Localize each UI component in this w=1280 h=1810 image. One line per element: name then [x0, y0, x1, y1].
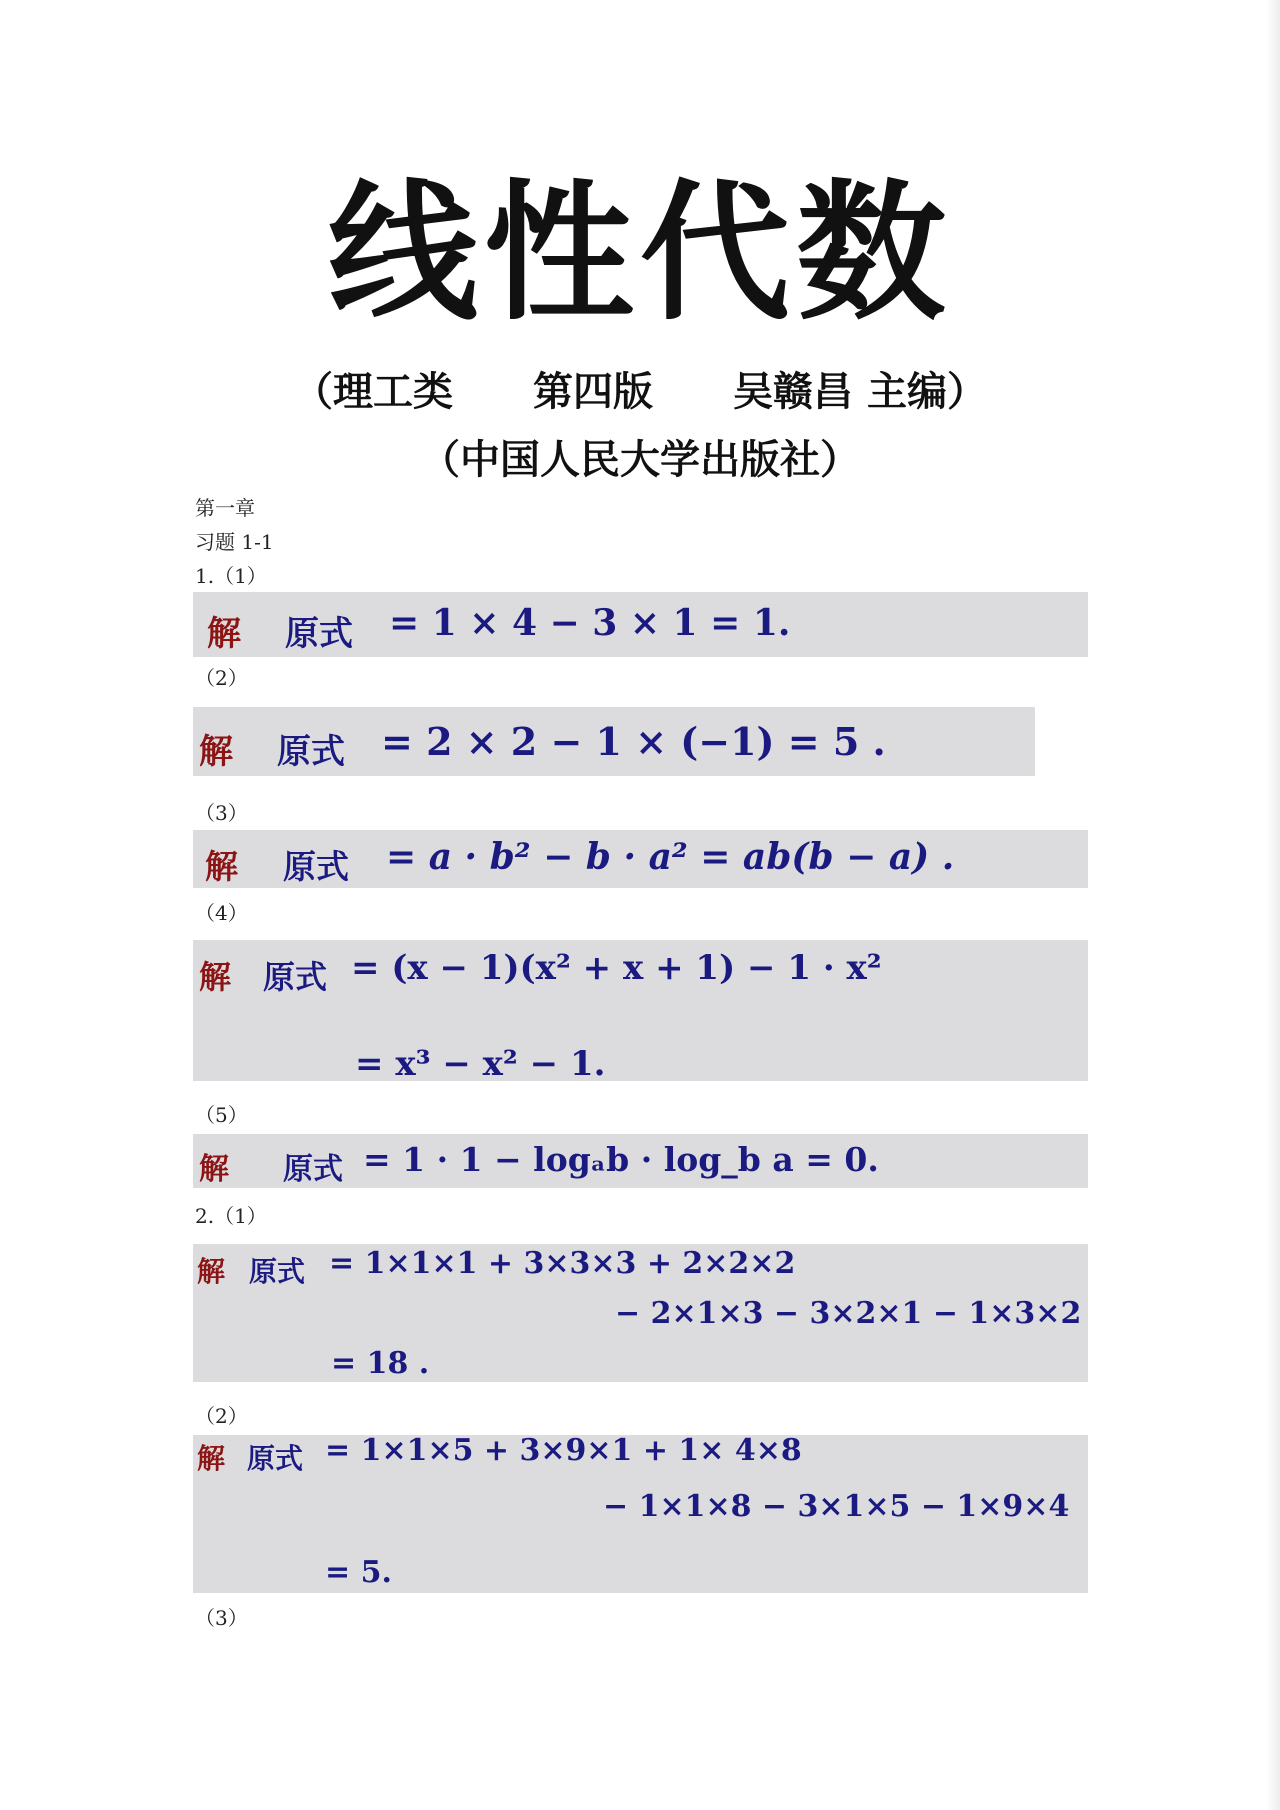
problem-label-1-2: （2）	[195, 666, 248, 690]
problem-label-2-1: 2.（1）	[195, 1204, 267, 1228]
document-title: 线性代数	[327, 165, 952, 341]
equation-line: − 1×1×8 − 3×1×5 − 1×9×4	[603, 1489, 1070, 1524]
original-expression-label: 原式	[285, 614, 353, 654]
solution-box-1-4	[193, 940, 1088, 1081]
solution-box-1-1	[193, 592, 1088, 657]
original-expression-label: 原式	[283, 847, 349, 886]
equation-line: = x³ − x² − 1.	[355, 1044, 606, 1081]
problem-label-2-2: （2）	[195, 1404, 248, 1428]
solution-marker: 解	[197, 1442, 226, 1475]
chapter-heading: 第一章	[195, 496, 255, 520]
equation-line: = 1 · 1 − logₐb · log_b a = 0.	[363, 1140, 879, 1179]
solution-marker: 解	[197, 1255, 226, 1288]
equation-line: = 1×1×1 + 3×3×3 + 2×2×2	[329, 1246, 796, 1281]
problem-label-2-3: （3）	[195, 1606, 248, 1630]
original-expression-label: 原式	[283, 1152, 343, 1187]
exercise-heading: 习题 1-1	[195, 530, 274, 554]
equation-line: = (x − 1)(x² + x + 1) − 1 · x²	[351, 948, 882, 988]
problem-label-1-1: 1.（1）	[195, 564, 267, 588]
equation-line: = 2 × 2 − 1 × (−1) = 5 .	[381, 719, 886, 764]
solution-box-2-1	[193, 1244, 1088, 1382]
solution-marker: 解	[205, 847, 238, 886]
original-expression-label: 原式	[249, 1255, 306, 1288]
solution-marker: 解	[207, 614, 241, 654]
original-expression-label: 原式	[247, 1442, 304, 1475]
solution-marker: 解	[199, 732, 233, 772]
equation-line: − 2×1×3 − 3×2×1 − 1×3×2	[615, 1296, 1082, 1331]
equation-line: = a · b² − b · a² = ab(b − a) .	[386, 836, 955, 878]
edition-info: （理工类 第四版 吴赣昌 主编）	[293, 368, 987, 415]
original-expression-label: 原式	[263, 958, 328, 996]
problem-label-1-3: （3）	[195, 801, 248, 825]
problem-label-1-5: （5）	[195, 1103, 248, 1127]
equation-line: = 5.	[325, 1555, 392, 1590]
problem-label-1-4: （4）	[195, 901, 248, 925]
equation-line: = 1 × 4 − 3 × 1 = 1.	[389, 602, 791, 644]
equation-line: = 1×1×5 + 3×9×1 + 1× 4×8	[325, 1435, 802, 1468]
solution-box-1-2	[193, 707, 1035, 776]
solution-box-1-3	[193, 830, 1088, 888]
solution-box-2-2	[193, 1435, 1088, 1593]
solution-box-1-5	[193, 1134, 1088, 1188]
solution-marker: 解	[199, 958, 232, 996]
equation-line: = 18 .	[331, 1346, 430, 1381]
solution-marker: 解	[199, 1152, 229, 1187]
original-expression-label: 原式	[277, 732, 345, 772]
publisher-info: （中国人民大学出版社）	[420, 436, 860, 483]
